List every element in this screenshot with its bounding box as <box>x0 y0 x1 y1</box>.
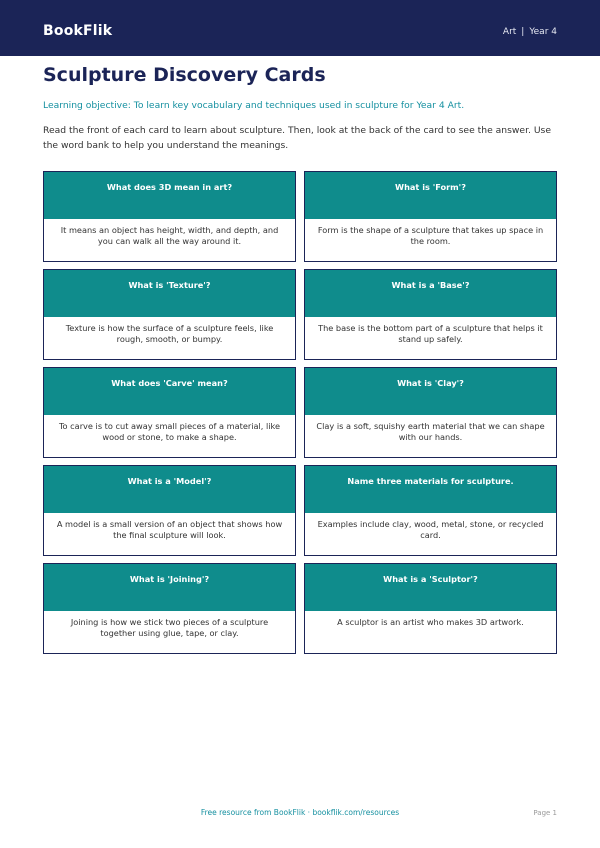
card-question: What is 'Joining'? <box>44 564 295 611</box>
card-question: Name three materials for sculpture. <box>305 466 556 513</box>
card-answer: Joining is how we stick two pieces of a sculpture together using glue, tape, or clay. <box>70 617 269 638</box>
card-answer: Texture is how the surface of a sculpture feels, like rough, smooth, or bumpy. <box>65 323 274 344</box>
subject-label: Art <box>502 27 517 37</box>
discovery-card <box>304 563 557 654</box>
card-answer: To carve is to cut away small pieces of a material, like wood or stone, to make a shape. <box>58 421 281 442</box>
page-title: Sculpture Discovery Cards <box>43 64 326 86</box>
discovery-card <box>43 367 296 458</box>
meta-separator: | <box>521 27 525 37</box>
discovery-card <box>43 171 296 262</box>
card-answer: A model is a small version of an object that shows how the final sculpture will look. <box>56 519 283 540</box>
card-question: What is a 'Base'? <box>305 270 556 317</box>
page-number: Page 1 <box>533 809 557 817</box>
discovery-card <box>304 171 557 262</box>
card-question: What is 'Form'? <box>305 172 556 219</box>
card-question: What is a 'Model'? <box>44 466 295 513</box>
card-answer: Examples include clay, wood, metal, stone, or recycled card. <box>317 519 544 540</box>
top-header-bar <box>0 0 600 56</box>
intro-text: Read the front of each card to learn about sculpture. Then, look at the back of the card to see the answer. Use the word bank to help you understand the meanings. <box>43 125 552 151</box>
card-answer: Form is the shape of a sculpture that takes up space in the room. <box>317 225 544 246</box>
discovery-card <box>304 465 557 556</box>
card-question: What does 3D mean in art? <box>44 172 295 219</box>
card-question: What does 'Carve' mean? <box>44 368 295 415</box>
discovery-card <box>43 563 296 654</box>
discovery-card <box>43 269 296 360</box>
discovery-card <box>43 465 296 556</box>
card-question: What is 'Texture'? <box>44 270 295 317</box>
card-question: What is 'Clay'? <box>305 368 556 415</box>
header-meta <box>503 27 557 37</box>
card-question: What is a 'Sculptor'? <box>305 564 556 611</box>
card-answer: The base is the bottom part of a sculpture that helps it stand up safely. <box>318 323 543 344</box>
discovery-card <box>304 269 557 360</box>
learning-objective: Learning objective: To learn key vocabulary and techniques used in sculpture for Year 4 Art. <box>43 100 465 111</box>
discovery-card <box>304 367 557 458</box>
card-answer: A sculptor is an artist who makes 3D artwork. <box>337 617 524 627</box>
year-label: Year 4 <box>529 27 557 37</box>
brand-logo-text[interactable]: BookFlik <box>43 23 113 39</box>
footer-resource-link[interactable]: Free resource from BookFlik · bookflik.com/resources <box>200 808 400 817</box>
card-answer: Clay is a soft, squishy earth material that we can shape with our hands. <box>316 421 545 442</box>
card-answer: It means an object has height, width, and depth, and you can walk all the way around it. <box>60 225 279 246</box>
